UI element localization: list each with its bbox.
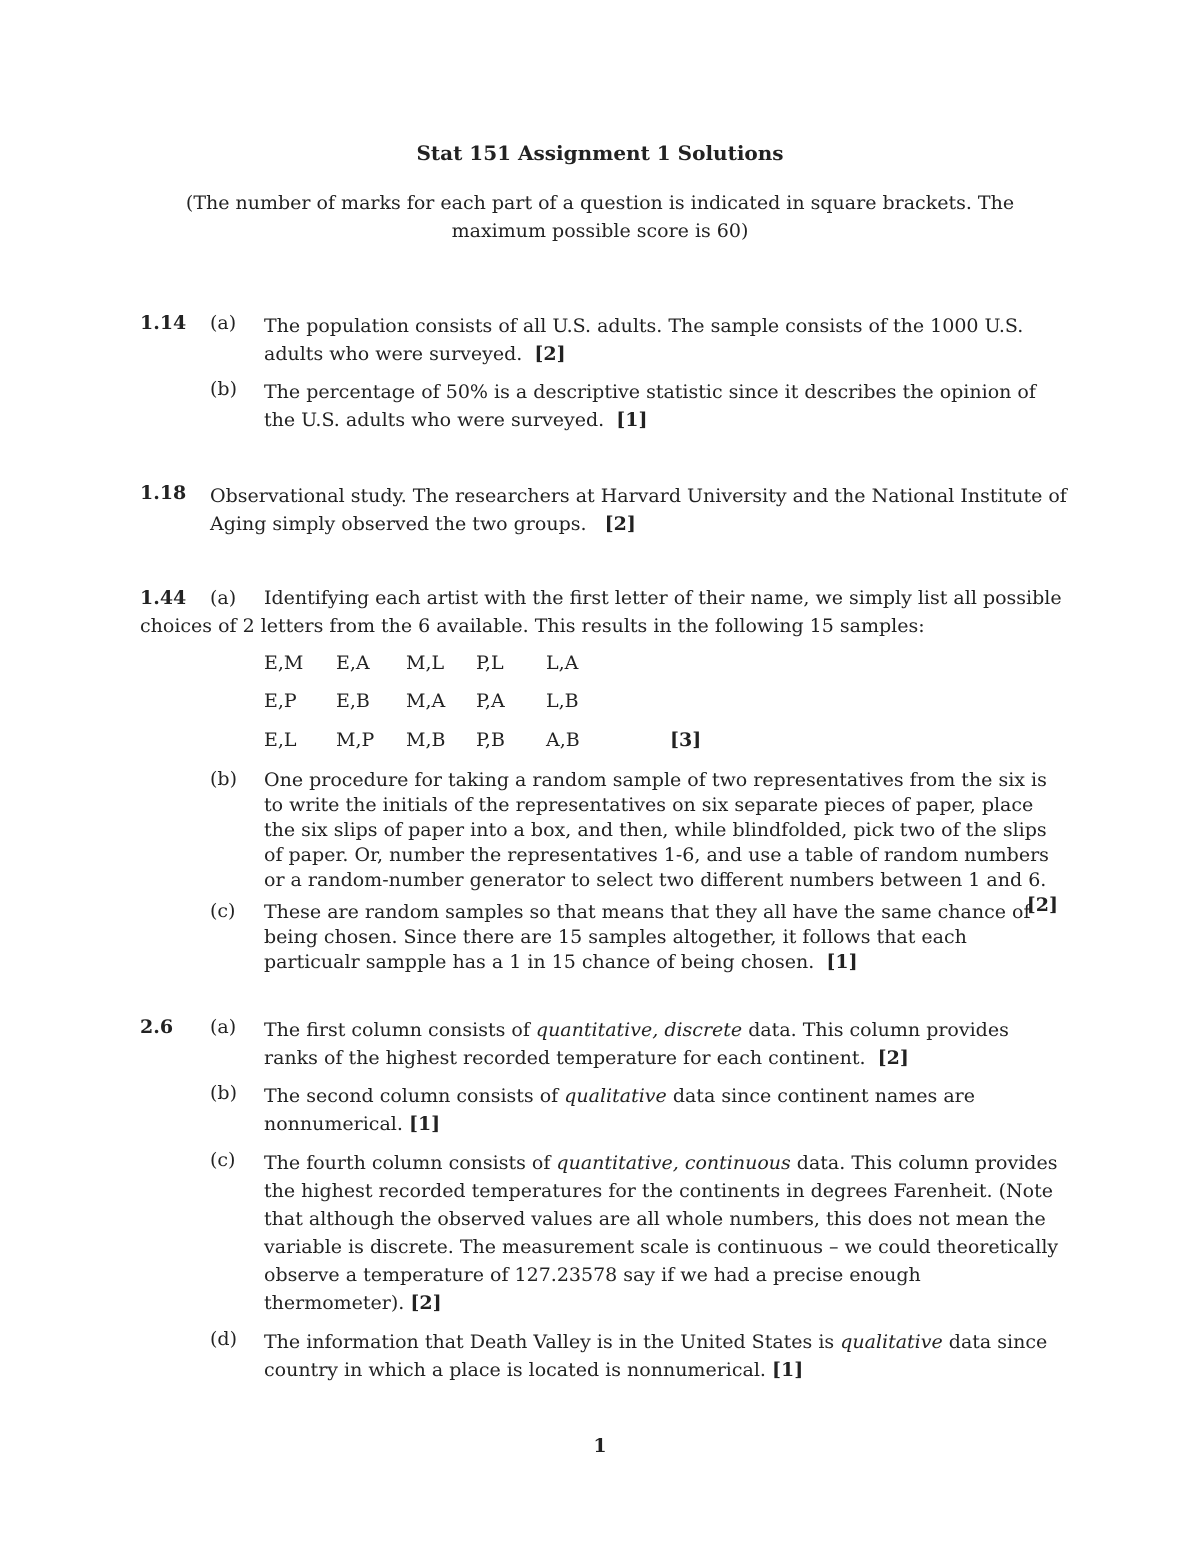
part-label-c: (c) bbox=[210, 1149, 236, 1171]
sample-cell: E,A bbox=[336, 652, 370, 674]
answer-1-14-b bbox=[264, 378, 1064, 434]
emphasis-text: quantitative, discrete bbox=[535, 1019, 743, 1041]
part-label-c: (c) bbox=[210, 900, 236, 922]
answer-text: data since continent names are nonnumerical. bbox=[264, 1085, 975, 1135]
sample-cell: M,A bbox=[406, 690, 446, 712]
answer-text: The population consists of all U.S. adults. The sample consists of the 1000 U.S. adults who were surveyed. bbox=[264, 315, 1024, 365]
answer-1-44-a-line1: Identifying each artist with the first letter of their name, we simply list all possible bbox=[264, 587, 1062, 609]
question-number-1-18: 1.18 bbox=[140, 482, 187, 504]
sample-cell: E,B bbox=[336, 690, 370, 712]
answer-text: Observational study. The researchers at Harvard University and the National Institute of Aging simply observed the two groups. bbox=[210, 485, 1067, 535]
answer-1-44-c bbox=[264, 900, 1064, 975]
answer-text: The information that Death Valley is in the United States is bbox=[264, 1331, 841, 1353]
sample-cell: P,A bbox=[476, 690, 505, 712]
answer-text: One procedure for taking a random sample of two representatives from the six is to write the initials of the representatives on six separate pieces of paper, place the six slips of paper into a box, and then, while blindfolded, pick two of the slips of paper. Or, number the representatives 1-6, and use a table of random numbers or a random-number generator to select two different numbers between 1 and 6. bbox=[264, 769, 1049, 891]
sample-cell: P,L bbox=[476, 652, 504, 674]
page-title: Stat 151 Assignment 1 Solutions bbox=[416, 141, 784, 165]
sample-cell: M,B bbox=[406, 729, 446, 751]
sample-cell: L,B bbox=[546, 690, 579, 712]
marks: [2] bbox=[410, 1292, 442, 1314]
sample-cell: M,P bbox=[336, 729, 375, 751]
emphasis-text: quantitative, continuous bbox=[556, 1152, 791, 1174]
sample-cell: A,B bbox=[546, 729, 580, 751]
page-number: 1 bbox=[593, 1435, 607, 1457]
sample-cell: E,L bbox=[264, 729, 297, 751]
answer-text: These are random samples so that means that they all have the same chance of being chosen. Since there are 15 samples altogether, it follows that each particualr sampple has a 1 in 15 chance of being chosen. bbox=[264, 901, 1031, 973]
sample-cell: E,M bbox=[264, 652, 304, 674]
sample-cell: L,A bbox=[546, 652, 579, 674]
marks: [2] bbox=[604, 513, 636, 535]
emphasis-text: qualitative bbox=[840, 1331, 943, 1353]
answer-1-44-b bbox=[264, 768, 1064, 918]
answer-2-6-b bbox=[264, 1082, 1064, 1138]
sample-cell: P,B bbox=[476, 729, 505, 751]
emphasis-text: qualitative bbox=[564, 1085, 667, 1107]
sample-cell: M,L bbox=[406, 652, 445, 674]
answer-text: data. This column provides ranks of the highest recorded temperature for each continent. bbox=[264, 1019, 1009, 1069]
answer-2-6-d bbox=[264, 1328, 1064, 1384]
answer-text: The first column consists of bbox=[264, 1019, 536, 1041]
question-number-2-6: 2.6 bbox=[140, 1016, 174, 1038]
question-number-1-44: 1.44 bbox=[140, 587, 187, 609]
samples-table bbox=[264, 652, 764, 762]
answer-text: data since country in which a place is located is nonnumerical. bbox=[264, 1331, 1048, 1381]
intro-note: (The number of marks for each part of a question is indicated in square brackets. The maximum possible score is 60) bbox=[185, 192, 1015, 242]
part-label-b: (b) bbox=[210, 768, 237, 790]
sample-cell: E,P bbox=[264, 690, 297, 712]
question-number-1-14: 1.14 bbox=[140, 312, 187, 334]
part-label-b: (b) bbox=[210, 1082, 237, 1104]
answer-1-44-a-line2: choices of 2 letters from the 6 available. This results in the following 15 samples: bbox=[140, 615, 925, 637]
marks: [2] bbox=[1026, 894, 1058, 916]
answer-text: The second column consists of bbox=[264, 1085, 565, 1107]
answer-2-6-a bbox=[264, 1016, 1064, 1072]
marks: [3] bbox=[670, 729, 702, 751]
answer-1-14-a bbox=[264, 312, 1064, 368]
answer-text: data. This column provides the highest recorded temperatures for the continents in degrees Farenheit. (Note that although the observed values are all whole numbers, this does not mean the variable is discrete. The measurement scale is continuous – we could theoretically observe a temperature of 127.23578 say if we had a precise enough thermometer). bbox=[264, 1152, 1059, 1314]
marks: [1] bbox=[826, 951, 858, 973]
answer-text: The percentage of 50% is a descriptive statistic since it describes the opinion of the U.S. adults who were surveyed. bbox=[264, 381, 1036, 431]
part-label-a: (a) bbox=[210, 587, 237, 609]
answer-2-6-c bbox=[264, 1149, 1064, 1317]
part-label-d: (d) bbox=[210, 1328, 237, 1350]
answer-1-18 bbox=[210, 482, 1070, 538]
answer-text: The fourth column consists of bbox=[264, 1152, 557, 1174]
part-label-b: (b) bbox=[210, 378, 237, 400]
marks: [1] bbox=[408, 1113, 441, 1135]
marks: [1] bbox=[772, 1359, 804, 1381]
marks: [2] bbox=[877, 1047, 909, 1069]
marks: [1] bbox=[616, 409, 648, 431]
part-label-a: (a) bbox=[210, 312, 237, 334]
marks: [2] bbox=[534, 343, 566, 365]
part-label-a: (a) bbox=[210, 1016, 237, 1038]
